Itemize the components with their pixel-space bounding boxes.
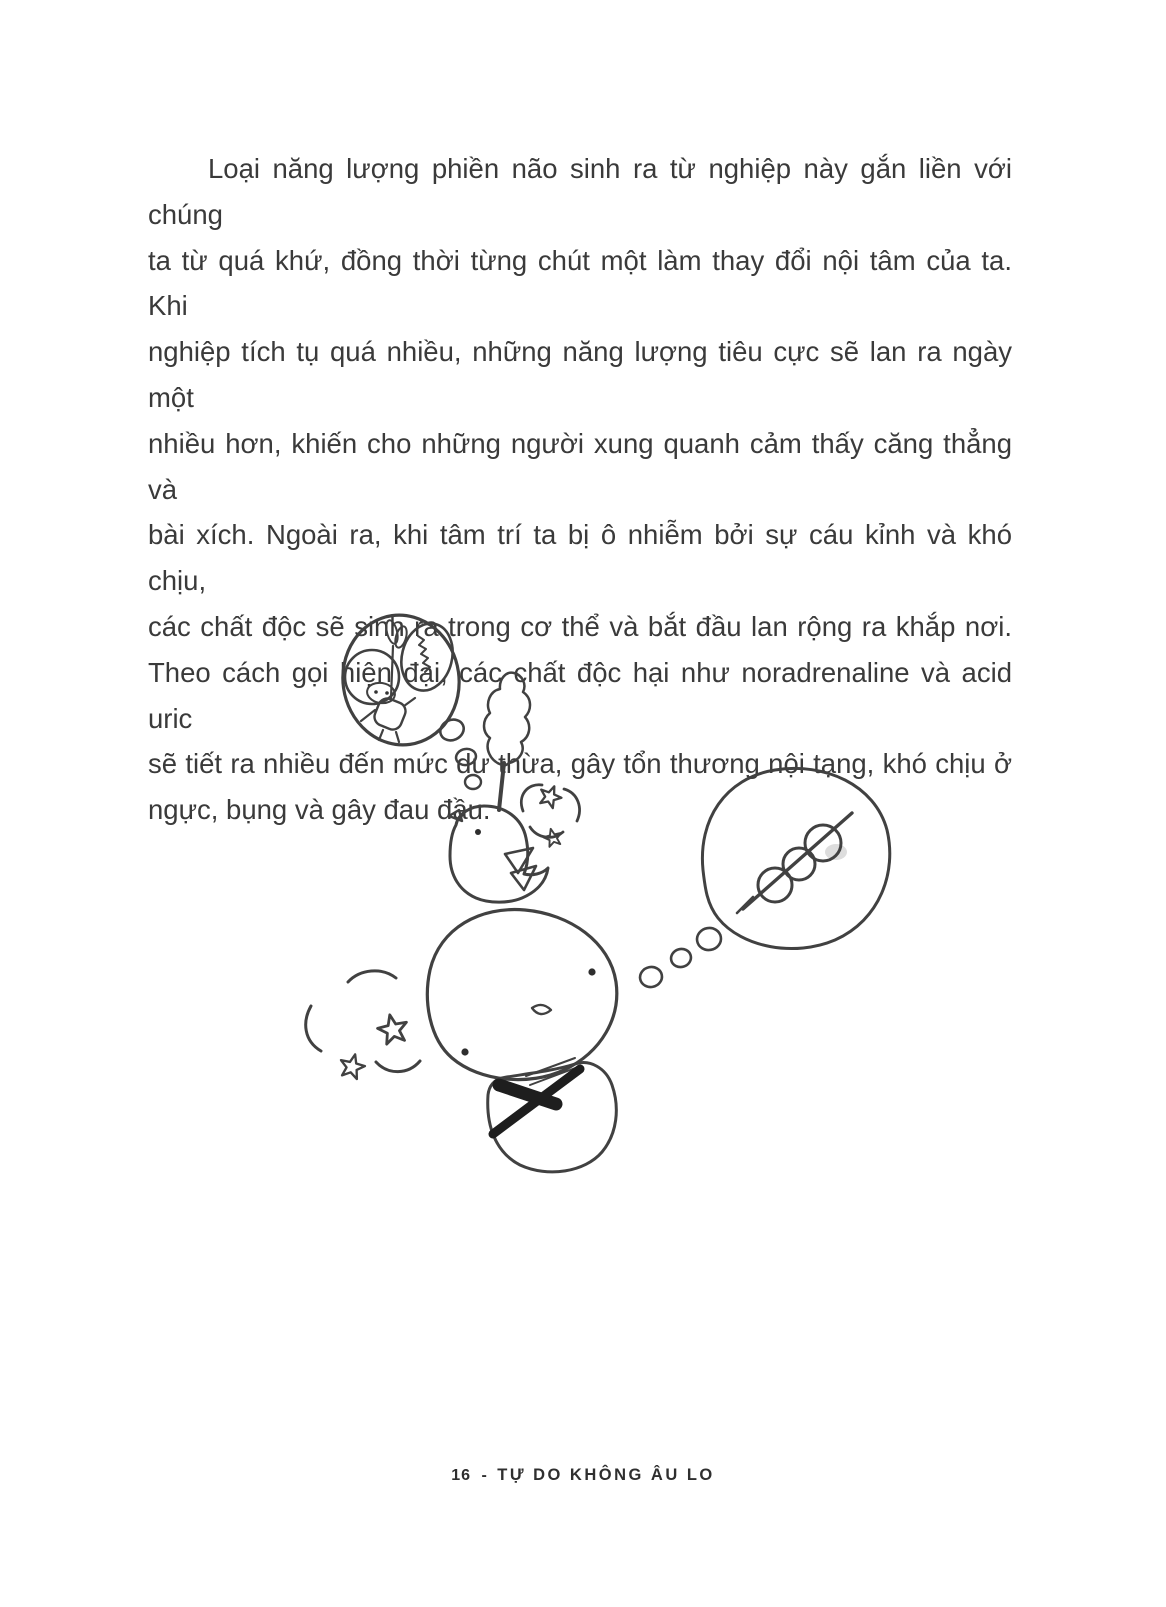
page-number: 16 — [451, 1467, 472, 1484]
motion-swirls-icon — [306, 971, 420, 1080]
monk-mouth — [532, 1005, 551, 1014]
footer-separator: - — [481, 1467, 487, 1484]
paragraph-line: Loại năng lượng phiền não sinh ra từ nghiệp này gắn liền với chúng — [148, 153, 1012, 230]
foxtail-plant-icon — [484, 673, 530, 810]
paragraph-line: bài xích. Ngoài ra, khi tâm trí ta bị ô nhiễm bởi sự cáu kỉnh và khó chịu, — [148, 519, 1012, 597]
paragraph-line: Theo cách gọi hiện đại, các chất độc hại như noradrenaline và acid uric — [148, 656, 1012, 734]
monk-head — [427, 910, 616, 1080]
thought-trail-right-icon — [638, 926, 723, 989]
thought-bubble-girl-icon — [335, 608, 468, 753]
book-title: TỰ DO KHÔNG ÂU LO — [497, 1466, 715, 1484]
speech-scribble-icon — [395, 618, 460, 696]
illustration-svg — [280, 580, 900, 1200]
chick-icon — [449, 806, 548, 902]
paragraph-line: các chất độc sẽ sinh ra trong cơ thể và bắt đầu lan rộng ra khắp nơi. — [148, 610, 1012, 642]
paragraph-line: sẽ tiết ra nhiều đến mức dư thừa, gây tổn thương nội tạng, khó chịu ở — [148, 748, 1012, 780]
dango-skewer-icon — [737, 813, 852, 913]
paragraph-line: ta từ quá khứ, đồng thời từng chút một làm thay đổi nội tâm của ta. Khi — [148, 244, 1012, 322]
monk-eye-left — [461, 1048, 468, 1055]
monk-eye-right — [588, 968, 595, 975]
paragraph-line: ngực, bụng và gây đau đầu. — [148, 794, 491, 826]
paragraph-line: nhiều hơn, khiến cho những người xung quanh cảm thấy căng thẳng và — [148, 427, 1012, 505]
thought-bubble-dango-icon — [702, 768, 889, 948]
illustration — [280, 580, 900, 1200]
page-footer — [0, 1466, 1166, 1485]
paragraph-line: nghiệp tích tụ quá nhiều, những năng lượng tiêu cực sẽ lan ra ngày một — [148, 336, 1012, 413]
sparkle-stars-right-icon — [521, 782, 579, 847]
